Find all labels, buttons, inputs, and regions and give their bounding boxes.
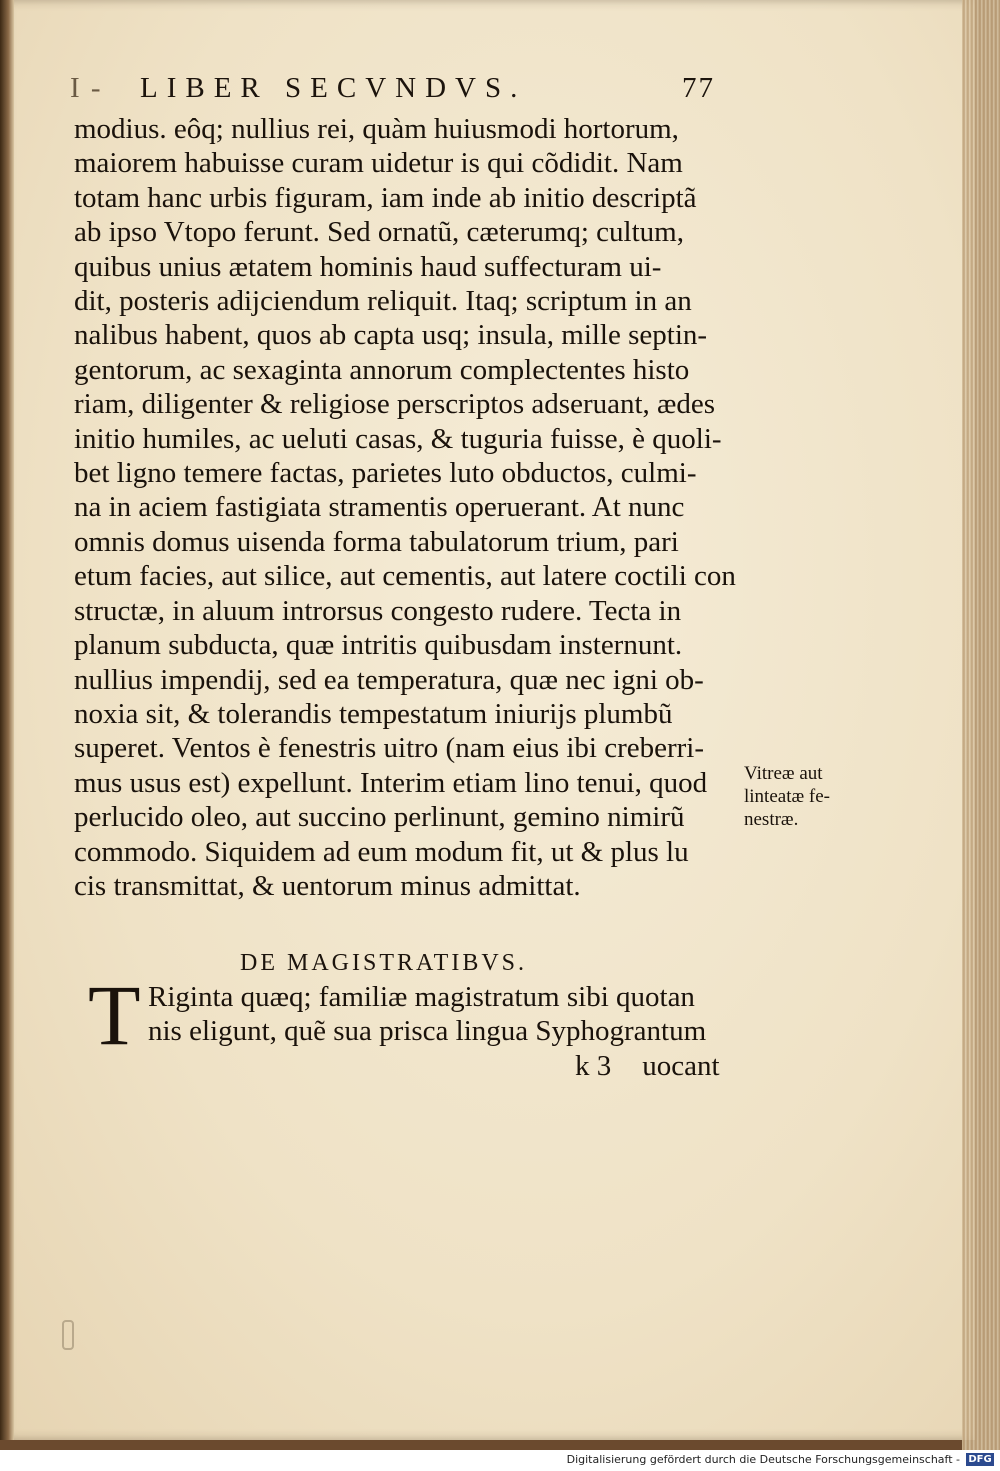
page-number: 77	[682, 72, 715, 104]
text-line: cis transmittat, & uentorum minus admittat.	[74, 869, 581, 902]
text-line: bet ligno temere factas, parietes luto obductos, culmi-	[74, 457, 697, 490]
text-line: totam hanc urbis figuram, iam inde ab initio descriptã	[74, 181, 697, 214]
footer-credit: Digitalisierung gefördert durch die Deutsche Forschungsgemeinschaft -	[566, 1453, 960, 1466]
signature-mark: k 3	[575, 1050, 612, 1082]
body-text	[74, 112, 744, 903]
catchword: uocant	[642, 1050, 720, 1082]
paper-stain-mark	[62, 1320, 74, 1350]
page-edges	[962, 0, 1000, 1450]
margin-note-line: Vitreæ aut	[744, 763, 823, 784]
running-head-mark: I -	[70, 72, 103, 104]
text-line: na in aciem fastigiata stramentis operuerant. At nunc	[74, 491, 685, 524]
section-heading: DE MAGISTRATIBVS.	[240, 950, 528, 976]
signature-line	[575, 1050, 720, 1083]
text-line: Riginta quæq; familiæ magistratum sibi quotan	[148, 981, 695, 1013]
digitization-footer	[0, 1450, 1000, 1471]
text-line: ab ipso Vtopo ferunt. Sed ornatũ, cæterumq; cultum,	[74, 216, 684, 249]
dfg-logo: DFG	[966, 1453, 994, 1466]
text-line: noxia sit, & tolerandis tempestatum iniurijs plumbũ	[74, 697, 673, 730]
text-line: maiorem habuisse curam uidetur is qui cõdidit. Nam	[74, 147, 683, 180]
text-line: planum subducta, quæ intritis quibusdam insternunt.	[74, 629, 683, 662]
paragraph-2	[148, 980, 748, 1049]
text-line: superet. Ventos è fenestris uitro (nam eius ibi creberri-	[74, 732, 705, 765]
margin-note-line: linteatæ fe-	[744, 786, 830, 807]
text-line: initio humiles, ac ueluti casas, & tuguria fuisse, è quoli-	[74, 422, 722, 455]
text-line: perlucido oleo, aut succino perlinunt, gemino nimirũ	[74, 801, 685, 834]
text-line: structæ, in aluum introrsus congesto rudere. Tecta in	[74, 594, 682, 627]
text-line: gentorum, ac sexaginta annorum complectentes histo	[74, 353, 690, 386]
text-line: mus usus est) expellunt. Interim etiam lino tenui, quod	[74, 766, 708, 799]
margin-note	[744, 762, 854, 831]
text-line: modius. eôq; nullius rei, quàm huiusmodi hortorum,	[74, 113, 679, 145]
margin-note-line: nestræ.	[744, 809, 799, 830]
text-line: nis eligunt, quẽ sua prisca lingua Syphograntum	[148, 1015, 707, 1048]
text-line: quibus unius ætatem hominis haud suffecturam ui-	[74, 250, 662, 283]
running-head-title: LIBER SECVNDVS.	[140, 72, 527, 104]
page-gutter	[0, 0, 14, 1440]
text-line: nullius impendij, sed ea temperatura, quæ nec igni ob-	[74, 663, 704, 696]
drop-initial: T	[88, 967, 141, 1063]
text-line: dit, posteris adijciendum reliquit. Itaq; scriptum in an	[74, 285, 692, 318]
text-line: riam, diligenter & religiose perscriptos adseruant, ædes	[74, 388, 716, 421]
text-line: commodo. Siquidem ad eum modum fit, ut & plus lu	[74, 835, 689, 868]
text-line: etum facies, aut silice, aut cementis, aut latere coctili con	[74, 560, 736, 593]
text-line: omnis domus uisenda forma tabulatorum trium, pari	[74, 525, 679, 558]
text-line: nalibus habent, quos ab capta usq; insula, mille septin-	[74, 319, 708, 352]
